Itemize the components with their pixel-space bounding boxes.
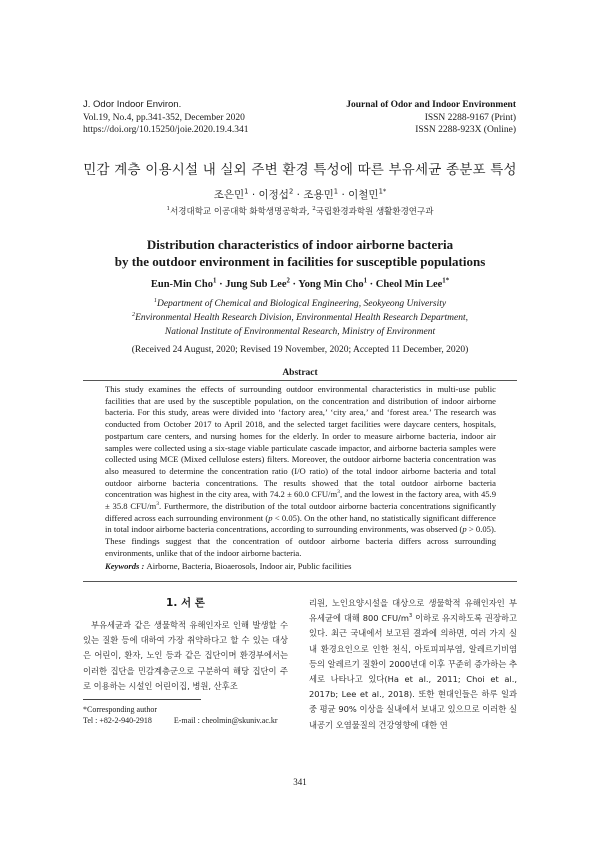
- kr-author-1: 조은민$^1$: [213, 187, 249, 201]
- korean-affiliations: $^1$서경대학교 이공대학 화학생명공학과, $^2$국립환경과학원 생활환경연구과: [166, 206, 434, 217]
- keywords-label: Keywords :: [105, 561, 147, 571]
- journal-full-name: Journal of Odor and Indoor Environment: [346, 100, 516, 110]
- volume-info: Vol.19, No.4, pp.341-352, December 2020: [83, 112, 245, 123]
- body-left-column: 부유세균과 같은 생물학적 유해인자로 인해 발생할 수 있는 질환 등에 대하여 가장 취약하다고 할 수 있는 대상은 어린이, 환자, 노인 등과 같은 집단이며 환경부에서는 이러한 집단을 민감계층군으로 구분하여 해당 집단이 주로 이용하는 시설인 어린이집, 병원, 산후조: [83, 620, 288, 691]
- abstract-bottom-rule: [83, 581, 517, 582]
- en-author-2: Jung Sub Lee$^2$: [225, 277, 290, 290]
- keywords-text: Airborne, Bacteria, Bioaerosols, Indoor air, Public facilities: [146, 561, 352, 571]
- kr-author-2: 이정섭$^2$: [258, 187, 294, 201]
- abstract-body: This study examines the effects of surrounding outdoor environmental characteristics in multi-use public facilities that are used by the susceptible population, on the concentration and distribution of indoor airborne bacteria. For this study, areas were divided into ‘factory area,’ ‘city area,’ and ‘forest area.’ The research was conducted from October 2017 to April 2018, and the selected target facilities were daycare centers, hospitals, postpartum care centers, and nursing homes for the elderly. In order to measure airborne bacteria, indoor air samples were collected using a six-stage viable particulate cascade impactor, and airborne bacteria samples were collected using MCE (Mixed cellulose esters) filters. Moreover, the outdoor airborne bacteria concentration was also measured to determine the concentration ratio (I/O ratio) of the total indoor airborne bacteria and total outdoor airborne bacteria concentrations. The results showed that the total outdoor airborne bacteria concentration was highest in the city area, with 74.2 ± 60.0 CFU/$m^3$, and the lowest in the factory area, with 45.9 ± 35.8 CFU/$m^3$. Furthermore, the distribution of the total outdoor airborne bacteria concentrations significantly differed across each surrounding environment (p < 0.05). On the other hand, no statistically significant difference in total indoor airborne bacteria concentrations, according to surrounding environments, was observed (p > 0.05). These findings suggest that the concentration of outdoor airborne bacteria differs across surrounding environments, unlike that of the indoor airborne bacteria.: [105, 384, 497, 558]
- kr-author-4: 이철민$^{1*}$: [348, 187, 387, 201]
- kr-author-3: 조용민$^1$: [303, 187, 339, 201]
- korean-authors: 조은민$^1$ · 이정섭$^2$ · 조용민$^1$ · 이철민$^{1*}$: [213, 187, 387, 201]
- section-heading-introduction: 1. 서 론: [166, 597, 205, 609]
- korean-title: 민감 계층 이용시설 내 실외 주변 환경 특성에 따른 부유세균 종분포 특성: [83, 162, 517, 178]
- english-affiliations: $^1$Department of Chemical and Biological Engineering, Seokyeong University $^2$Environmental Health Research Division, Environmental Health Research Department, National Institute of Environmental Research, Ministry of Environment: [132, 297, 468, 337]
- abstract-heading: Abstract: [282, 368, 318, 378]
- journal-header-right: [266, 99, 516, 137]
- en-author-1: Eun-Min Cho$^1$: [150, 277, 217, 290]
- received-dates: (Received 24 August, 2020; Revised 19 November, 2020; Accepted 11 December, 2020): [131, 345, 469, 355]
- doi-link[interactable]: https://doi.org/10.15250/joie.2020.19.4.341: [83, 125, 249, 135]
- abstract-top-rule: [83, 380, 517, 381]
- english-authors: Eun-Min Cho$^1$ · Jung Sub Lee$^2$ · Yong Min Cho$^1$ · Cheol Min Lee$^{1*}$: [150, 277, 450, 290]
- corresponding-author: *Corresponding author: [83, 705, 157, 714]
- issn-online: ISSN 2288-923X (Online): [415, 125, 516, 135]
- email-link[interactable]: E-mail : cheolmin@skuniv.ac.kr: [173, 716, 278, 725]
- issn-print: ISSN 2288-9167 (Print): [424, 112, 516, 123]
- keywords: [105, 561, 496, 571]
- page-number: 341: [293, 777, 307, 787]
- body-right-column: 리원, 노인요양시설을 대상으로 생물학적 유해인자인 부유세균에 대해 800 CFU/$m^3$ 이하로 유지하도록 권장하고 있다. 최근 국내에서 보고된 결과에 의하면, 여러 가지 실내 환경요인으로 인한 천식, 아토피피부염, 알레르기비염 등의 알레르기 질환이 2000년대 이후 꾸준히 증가하는 추세로 나타나고 있다(Ha et al., 2011; Choi et al., 2017b; Lee et al., 2018). 또한 현대인들은 하루 일과 중 평균 90% 이상을 실내에서 보내고 있으므로 이러한 실내공기 오염물질의 건강영향에 대한 연: [309, 598, 517, 730]
- english-title: Distribution characteristics of indoor airborne bacteria by the outdoor environment in facilities for susceptible populations: [114, 237, 486, 269]
- journal-short-name: J. Odor Indoor Environ.: [83, 99, 182, 110]
- footnote: [83, 704, 303, 726]
- en-author-3: Yong Min Cho$^1$: [298, 277, 368, 290]
- en-author-4: Cheol Min Lee$^{1*}$: [375, 277, 450, 290]
- footnote-rule: [83, 699, 201, 700]
- phone: Tel : +82-2-940-2918: [83, 716, 152, 725]
